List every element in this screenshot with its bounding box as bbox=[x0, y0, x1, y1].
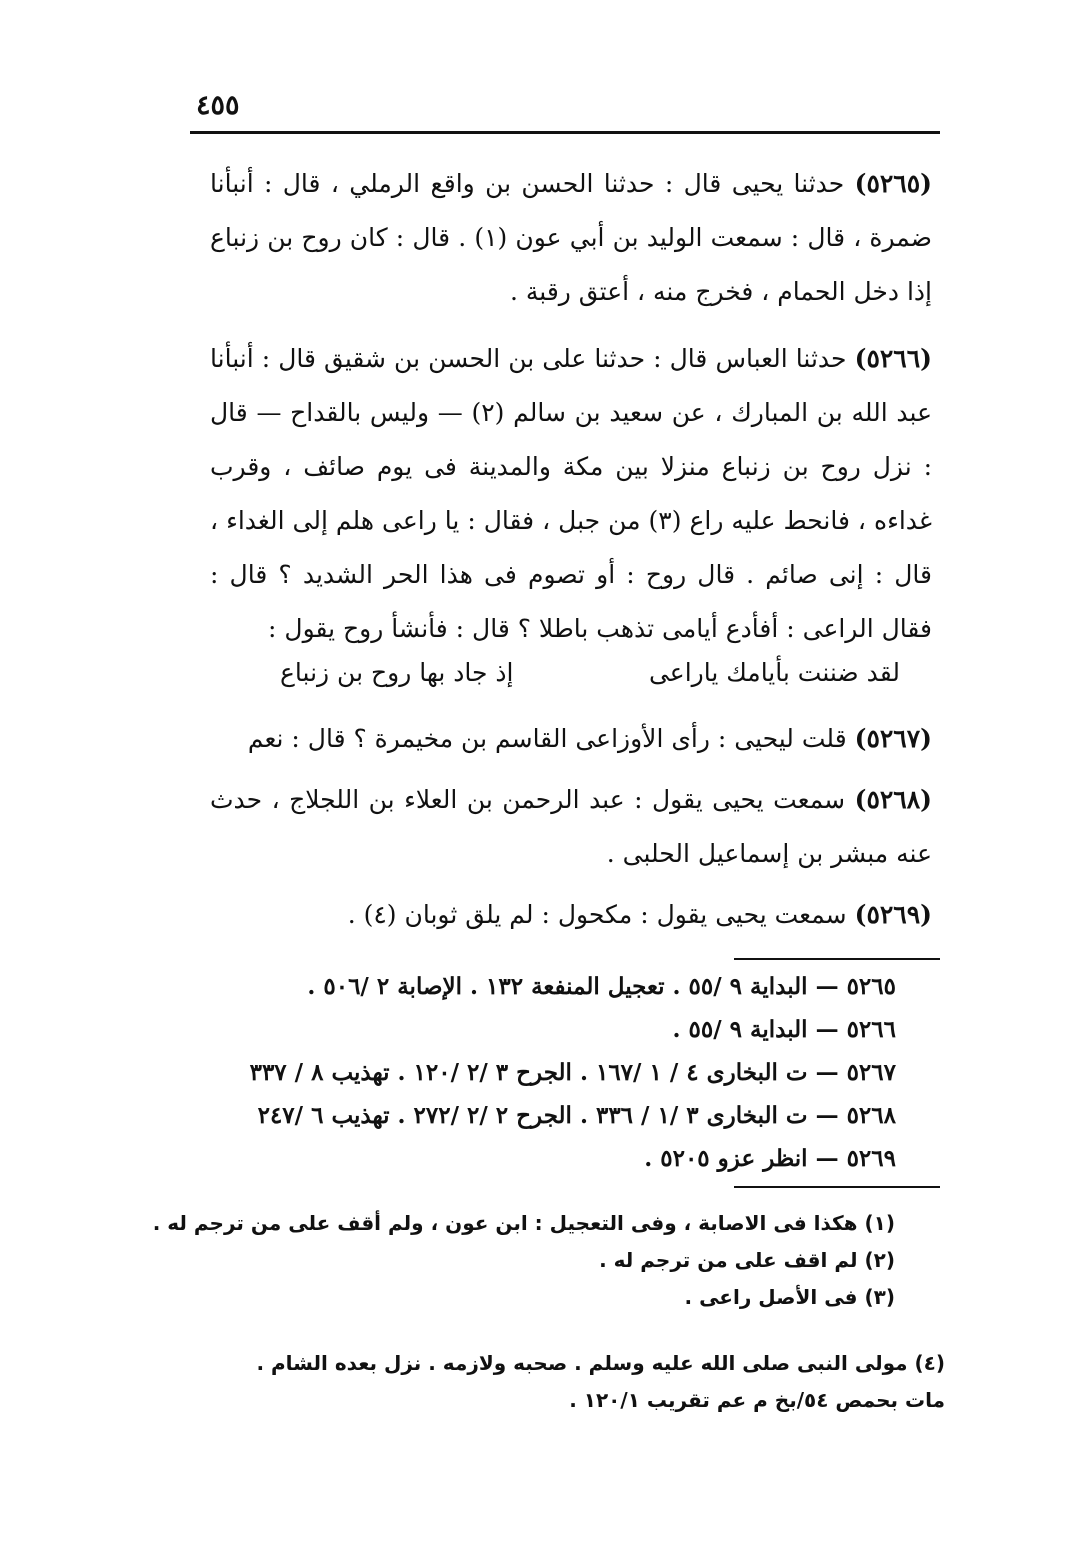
reference-line: ٥٢٦٩ — انظر عزو ٥٢٠٥ . bbox=[644, 1145, 896, 1172]
entry-number: (٥٢٦٩) bbox=[854, 900, 932, 929]
entry-text: حدثنا العباس قال : حدثنا على بن الحسن بن شقيق قال : أنبأنا عبد الله بن المبارك ، عن سعيد بن سالم (٢) — وليس بالقداح — قال : نزل روح بن زنباع منزلا بين مكة والمدينة فى يوم صائف ، وقرب غداءه ، فانحط عليه راع (٣) من جبل ، فقال : يا راعى هلم إلى الغداء ، قال : إنى صائم . قال روح : أو تصوم فى هذا الحر الشديد ؟ قال : فقال الراعى : أفأدع أيامى تذهب باطلا ؟ قال : فأنشأ روح يقول : bbox=[210, 344, 933, 643]
entry-5269 bbox=[210, 888, 932, 942]
poem-verse bbox=[280, 646, 900, 700]
entry-text: قلت ليحيى : رأى الأوزاعى القاسم بن مخيمرة ؟ قال : نعم bbox=[247, 724, 847, 753]
entry-number: (٥٢٦٨) bbox=[854, 785, 933, 814]
references-block bbox=[196, 965, 896, 1180]
entry-5268 bbox=[210, 773, 932, 881]
entry-text: حدثنا يحيى قال : حدثنا الحسن بن واقع الرملي ، قال : أنبأنا ضمرة ، قال : سمعت الوليد بن أبي عون (١) . قال : كان روح بن زنباع إذا دخل الحمام ، فخرج منه ، أعتق رقبة . bbox=[210, 169, 932, 306]
footnote: (٣) فى الأصل راعى . bbox=[684, 1285, 895, 1309]
footnotes-block-continued bbox=[225, 1345, 945, 1419]
reference-line: ٥٢٦٧ — ت البخارى ٤ / ١ /١٦٧ . الجرح ٣ /٢ /١٢٠ . تهذيب ٨ / ٣٣٧ bbox=[249, 1059, 896, 1086]
references-rule bbox=[734, 958, 940, 960]
footnote: (١) هكذا فى الاصابة ، وفى التعجيل : ابن عون ، ولم أقف على من ترجم له . bbox=[152, 1211, 895, 1235]
reference-line: ٥٢٦٨ — ت البخارى ٣ /١ / ٣٣٦ . الجرح ٢ /٢ /٢٧٢ . تهذيب ٦ /٢٤٧ bbox=[257, 1102, 896, 1129]
entry-number: (٥٢٦٥) bbox=[854, 169, 932, 198]
entry-text: سمعت يحيى يقول : مكحول : لم يلق ثوبان (٤) . bbox=[347, 900, 847, 929]
footnote-continuation: مات بحمص ٥٤/بخ م عم تقريب ١٢٠/١ . bbox=[569, 1388, 945, 1412]
entry-number: (٥٢٦٧) bbox=[854, 724, 932, 753]
entry-5266 bbox=[210, 332, 932, 656]
verse-hemistich-second: إذ جاد بها روح بن زنباع bbox=[280, 658, 514, 687]
footnotes-block bbox=[152, 1205, 895, 1316]
entry-text: سمعت يحيى يقول : عبد الرحمن بن العلاء بن اللجلاج ، حدث عنه مبشر بن إسماعيل الحلبى . bbox=[210, 785, 932, 868]
footnotes-rule bbox=[734, 1186, 940, 1188]
entry-number: (٥٢٦٦) bbox=[854, 344, 932, 373]
entry-5267 bbox=[210, 712, 932, 766]
reference-line: ٥٢٦٥ — البداية ٩ /٥٥ . تعجيل المنفعة ١٣٢ . الإصابة ٢ /٥٠٦ . bbox=[307, 973, 896, 1000]
reference-line: ٥٢٦٦ — البداية ٩ /٥٥ . bbox=[672, 1016, 896, 1043]
header-rule bbox=[190, 131, 940, 134]
page-number: ٤٥٥ bbox=[196, 90, 240, 121]
footnote: (٢) لم اقف على من ترجم له . bbox=[599, 1248, 895, 1272]
footnote: (٤) مولى النبى صلى الله عليه وسلم . صحبه ولازمه . نزل بعده الشام . bbox=[256, 1351, 945, 1375]
entry-5265 bbox=[210, 157, 932, 319]
verse-hemistich-first: لقد ضننت بأيامك ياراعى bbox=[648, 658, 900, 687]
